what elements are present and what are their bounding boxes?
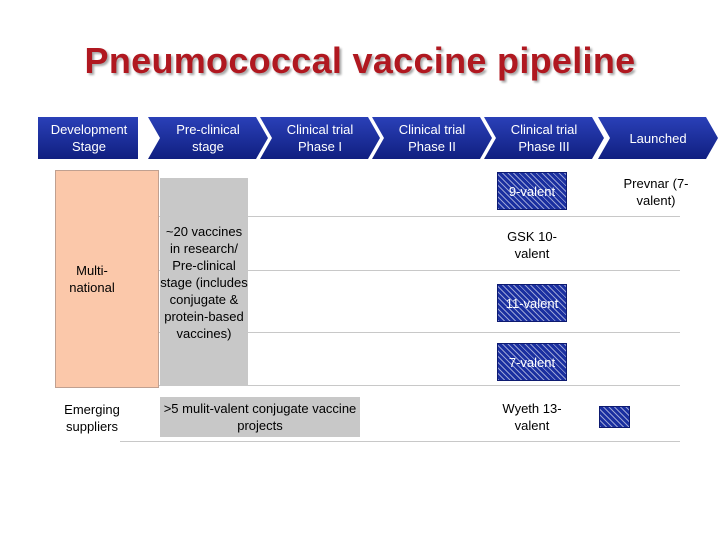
phase3-gsk-10-valent: GSK 10-valent	[497, 226, 567, 264]
phase3-11-valent: 11-valent	[497, 284, 567, 322]
stage-label-launched: Launched	[629, 130, 687, 146]
legend-hatch-swatch	[599, 406, 630, 428]
row-label-multinational: Multi-national	[69, 263, 115, 295]
stage-label-development: Development Stage	[50, 122, 128, 154]
stage-label-phase-2: Clinical trial Phase II	[398, 122, 466, 154]
row-divider	[120, 441, 680, 442]
phase3-7-valent: 7-valent	[497, 343, 567, 381]
phase3-9-valent: 9-valent	[497, 172, 567, 210]
phase3-wyeth-13-valent: Wyeth 13-valent	[497, 397, 567, 437]
stage-label-preclinical: Pre-clinical stage	[176, 122, 240, 154]
stage-label-phase-1: Clinical trial Phase I	[286, 122, 354, 154]
stage-label-phase-3: Clinical trial Phase III	[510, 122, 578, 154]
preclinical-multinational-box: ~20 vaccines in research/ Pre-clinical stage (includes conjugate & protein-based vaccines)	[160, 178, 248, 386]
page-title: Pneumococcal vaccine pipeline	[84, 40, 636, 81]
launched-prevnar: Prevnar (7-valent)	[611, 172, 701, 212]
preclinical-emerging-box: >5 mulit-valent conjugate vaccine projects	[160, 397, 360, 437]
row-label-emerging: Emerging suppliers	[55, 398, 129, 438]
